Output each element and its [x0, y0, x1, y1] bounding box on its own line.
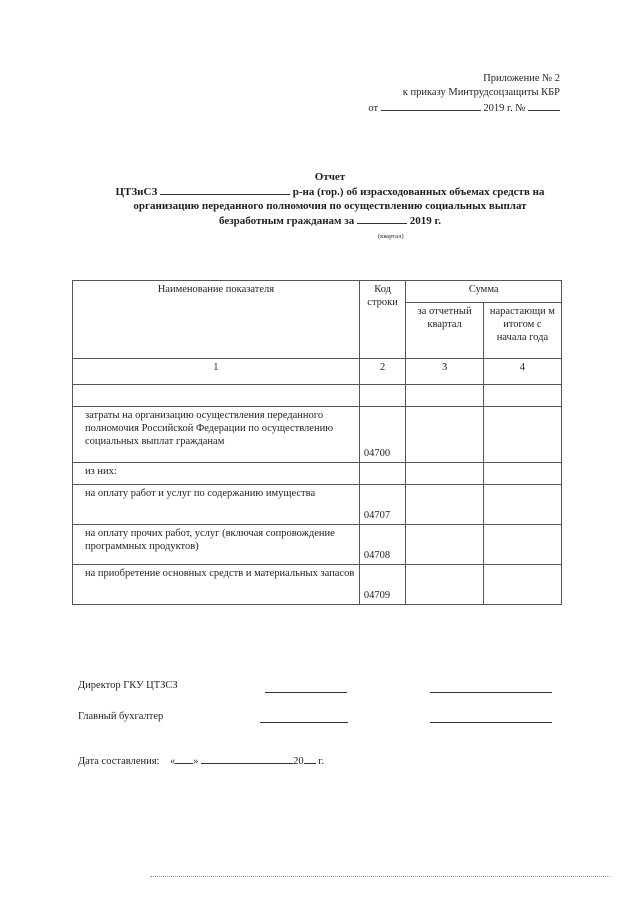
- appendix-year: 2019 г.: [483, 103, 513, 114]
- title-org: ЦТЗиСЗ: [115, 186, 158, 198]
- row-name: затраты на организацию осуществления переданного полномочия Российской Федерации по осуществлению социальных выплат гражданам: [73, 407, 360, 463]
- column-number: 4: [483, 359, 561, 385]
- report-table: [72, 280, 562, 605]
- header-code: Код строки: [359, 281, 406, 359]
- appendix-line1: Приложение № 2: [483, 73, 560, 84]
- appendix-number-sign: №: [515, 103, 526, 114]
- report-title-line3: [60, 213, 600, 228]
- row-code: [359, 385, 406, 407]
- row-cumulative-cell: [483, 385, 561, 407]
- date-month-blank: [201, 753, 293, 764]
- table-row: [73, 525, 562, 565]
- row-cumulative-cell: [483, 407, 561, 463]
- row-cumulative-cell: [483, 485, 561, 525]
- column-numbers-row: [73, 359, 562, 385]
- table-row: [73, 565, 562, 605]
- table-row: [73, 485, 562, 525]
- row-quarter-cell: [406, 485, 483, 525]
- appendix-header: [300, 72, 560, 116]
- date-label: Дата составления:: [78, 756, 160, 767]
- date-century: 20: [293, 756, 304, 767]
- row-cumulative-cell: [483, 565, 561, 605]
- header-sum-cumulative: нарастающи м итогом с начала года: [483, 303, 561, 359]
- date-open-quote: «: [169, 756, 176, 767]
- appendix-line2: к приказу Минтрудсоцзащиты КБР: [402, 87, 560, 98]
- title-year: 2019 г.: [409, 215, 441, 227]
- row-code: 04708: [359, 525, 406, 565]
- row-code: 04700: [359, 407, 406, 463]
- row-code: 04709: [359, 565, 406, 605]
- date-day-blank: [175, 753, 193, 764]
- date-year-suffix: г.: [318, 756, 324, 767]
- row-quarter-cell: [406, 525, 483, 565]
- title-quarter-blank: [357, 213, 407, 224]
- header-sum-quarter: за отчетный квартал: [406, 303, 483, 359]
- report-heading: Отчет: [314, 171, 346, 183]
- row-quarter-cell: [406, 385, 483, 407]
- row-name: на оплату прочих работ, услуг (включая сопровождение программных продуктов): [73, 525, 360, 565]
- director-name-line: [430, 692, 552, 693]
- column-number: 3: [406, 359, 483, 385]
- appendix-date-blank: [381, 100, 481, 111]
- row-name: на оплату работ и услуг по содержанию имущества: [73, 485, 360, 525]
- title-line1-suffix: р-на (гор.) об израсходованных объемах средств на: [292, 186, 545, 198]
- table-row: [73, 407, 562, 463]
- row-quarter-cell: [406, 463, 483, 485]
- table-row: [73, 463, 562, 485]
- column-number: 1: [73, 359, 360, 385]
- appendix-line3: [300, 100, 560, 116]
- row-quarter-cell: [406, 565, 483, 605]
- row-code: 04707: [359, 485, 406, 525]
- accountant-label: Главный бухгалтер: [78, 711, 164, 722]
- row-code: [359, 463, 406, 485]
- director-label: Директор ГКУ ЦТЗСЗ: [78, 680, 178, 691]
- header-name: Наименование показателя: [73, 281, 360, 359]
- title-line3-prefix: безработным гражданам за: [219, 215, 355, 227]
- director-signature-line: [265, 692, 347, 693]
- report-title-line2: организацию переданного полномочия по осуществлению социальных выплат: [133, 200, 527, 212]
- date-close-quote: »: [193, 756, 199, 767]
- row-name: на приобретение основных средств и материальных запасов: [73, 565, 360, 605]
- report-title-line1: [60, 184, 600, 199]
- footer-dotted-line: [150, 876, 610, 877]
- header-sum: Сумма: [406, 281, 562, 303]
- quarter-hint: (квартал): [378, 233, 404, 240]
- row-cumulative-cell: [483, 463, 561, 485]
- accountant-signature-line: [260, 722, 348, 723]
- date-year-blank: [304, 753, 316, 764]
- appendix-number-blank: [528, 100, 560, 111]
- table-row: [73, 385, 562, 407]
- date-line: [78, 753, 324, 767]
- row-quarter-cell: [406, 407, 483, 463]
- row-cumulative-cell: [483, 525, 561, 565]
- title-district-blank: [160, 184, 290, 195]
- appendix-from: от: [368, 103, 379, 114]
- report-title: [60, 170, 600, 240]
- accountant-name-line: [430, 722, 552, 723]
- row-name: из них:: [73, 463, 360, 485]
- column-number: 2: [359, 359, 406, 385]
- row-name: [73, 385, 360, 407]
